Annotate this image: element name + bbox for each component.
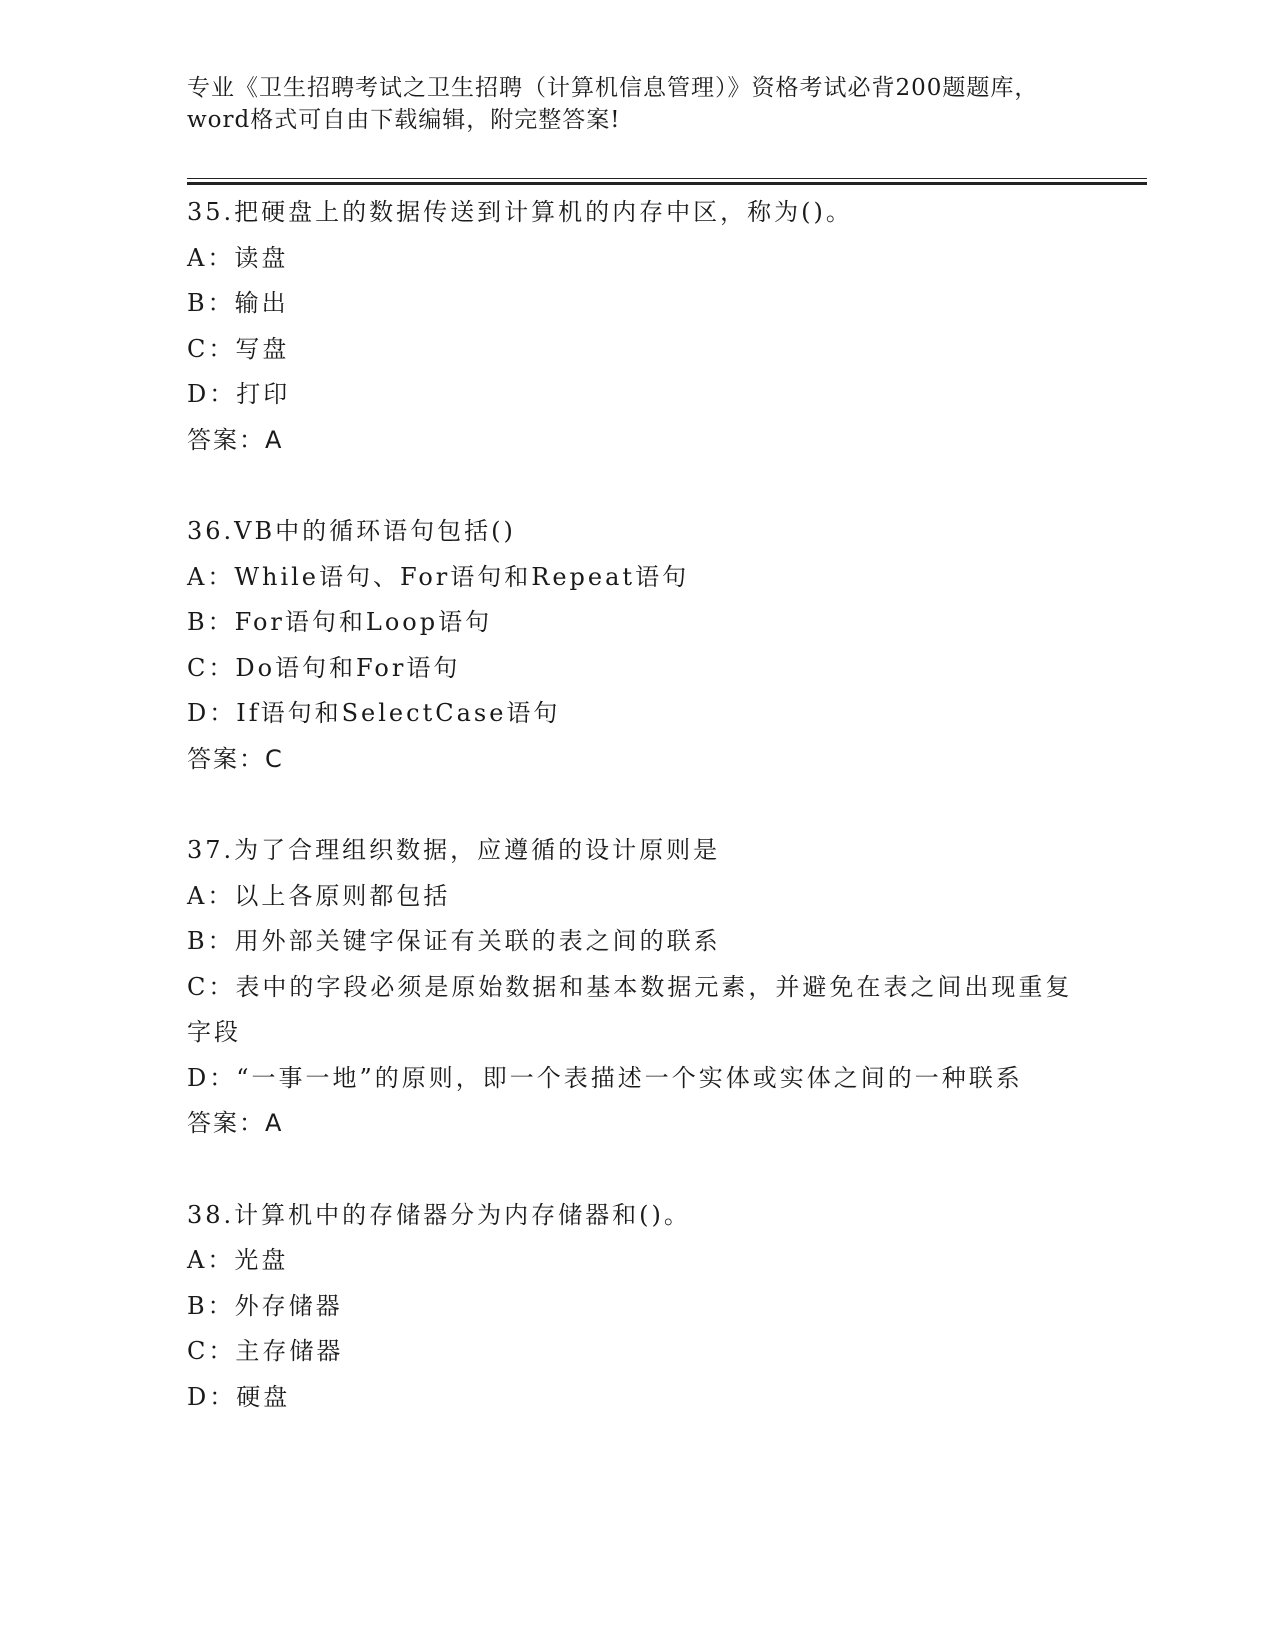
option-a: A：读盘: [187, 243, 289, 272]
option-a: A：While语句、For语句和Repeat语句: [187, 562, 690, 591]
header-title-line-2: word格式可自由下载编辑，附完整答案!: [187, 107, 621, 133]
option-c: C：写盘: [187, 334, 290, 363]
header-divider-thin: [187, 178, 1147, 179]
option-c: C：Do语句和For语句: [187, 653, 461, 682]
question-38: [187, 1193, 1087, 1421]
option-b: B：输出: [187, 289, 289, 317]
option-d: D：If语句和SelectCase语句: [187, 699, 561, 727]
option-d: D：硬盘: [187, 1382, 291, 1411]
question-36: [187, 509, 1087, 782]
option-b: B：外存储器: [187, 1291, 343, 1320]
document-header: [187, 72, 1087, 136]
option-a: A：光盘: [187, 1246, 289, 1274]
answer-text: 答案：A: [187, 1109, 284, 1137]
answer-text: 答案：C: [187, 744, 284, 773]
option-a: A：以上各原则都包括: [187, 881, 451, 910]
question-list: [187, 190, 1087, 1466]
question-stem: 38.计算机中的存储器分为内存储器和()。: [187, 1200, 691, 1229]
document-page: [187, 0, 1147, 1650]
header-divider-thick: [187, 182, 1147, 185]
question-37: [187, 828, 1087, 1147]
option-b: B：For语句和Loop语句: [187, 608, 493, 636]
question-35: [187, 190, 1087, 463]
option-c: C：表中的字段必须是原始数据和基本数据元素，并避免在表之间出现重复字段: [187, 972, 1073, 1046]
header-title-line-1: 专业《卫生招聘考试之卫生招聘（计算机信息管理）》资格考试必背200题题库，: [187, 75, 1039, 101]
option-d: D：“一事一地”的原则，即一个表描述一个实体或实体之间的一种联系: [187, 1063, 1023, 1092]
option-c: C：主存储器: [187, 1337, 344, 1365]
question-stem: 36.VB中的循环语句包括(): [187, 517, 516, 545]
option-b: B：用外部关键字保证有关联的表之间的联系: [187, 927, 721, 955]
question-stem: 37.为了合理组织数据，应遵循的设计原则是: [187, 836, 721, 864]
question-stem: 35.把硬盘上的数据传送到计算机的内存中区，称为()。: [187, 198, 853, 226]
answer-text: 答案：A: [187, 425, 284, 454]
option-d: D：打印: [187, 380, 291, 408]
